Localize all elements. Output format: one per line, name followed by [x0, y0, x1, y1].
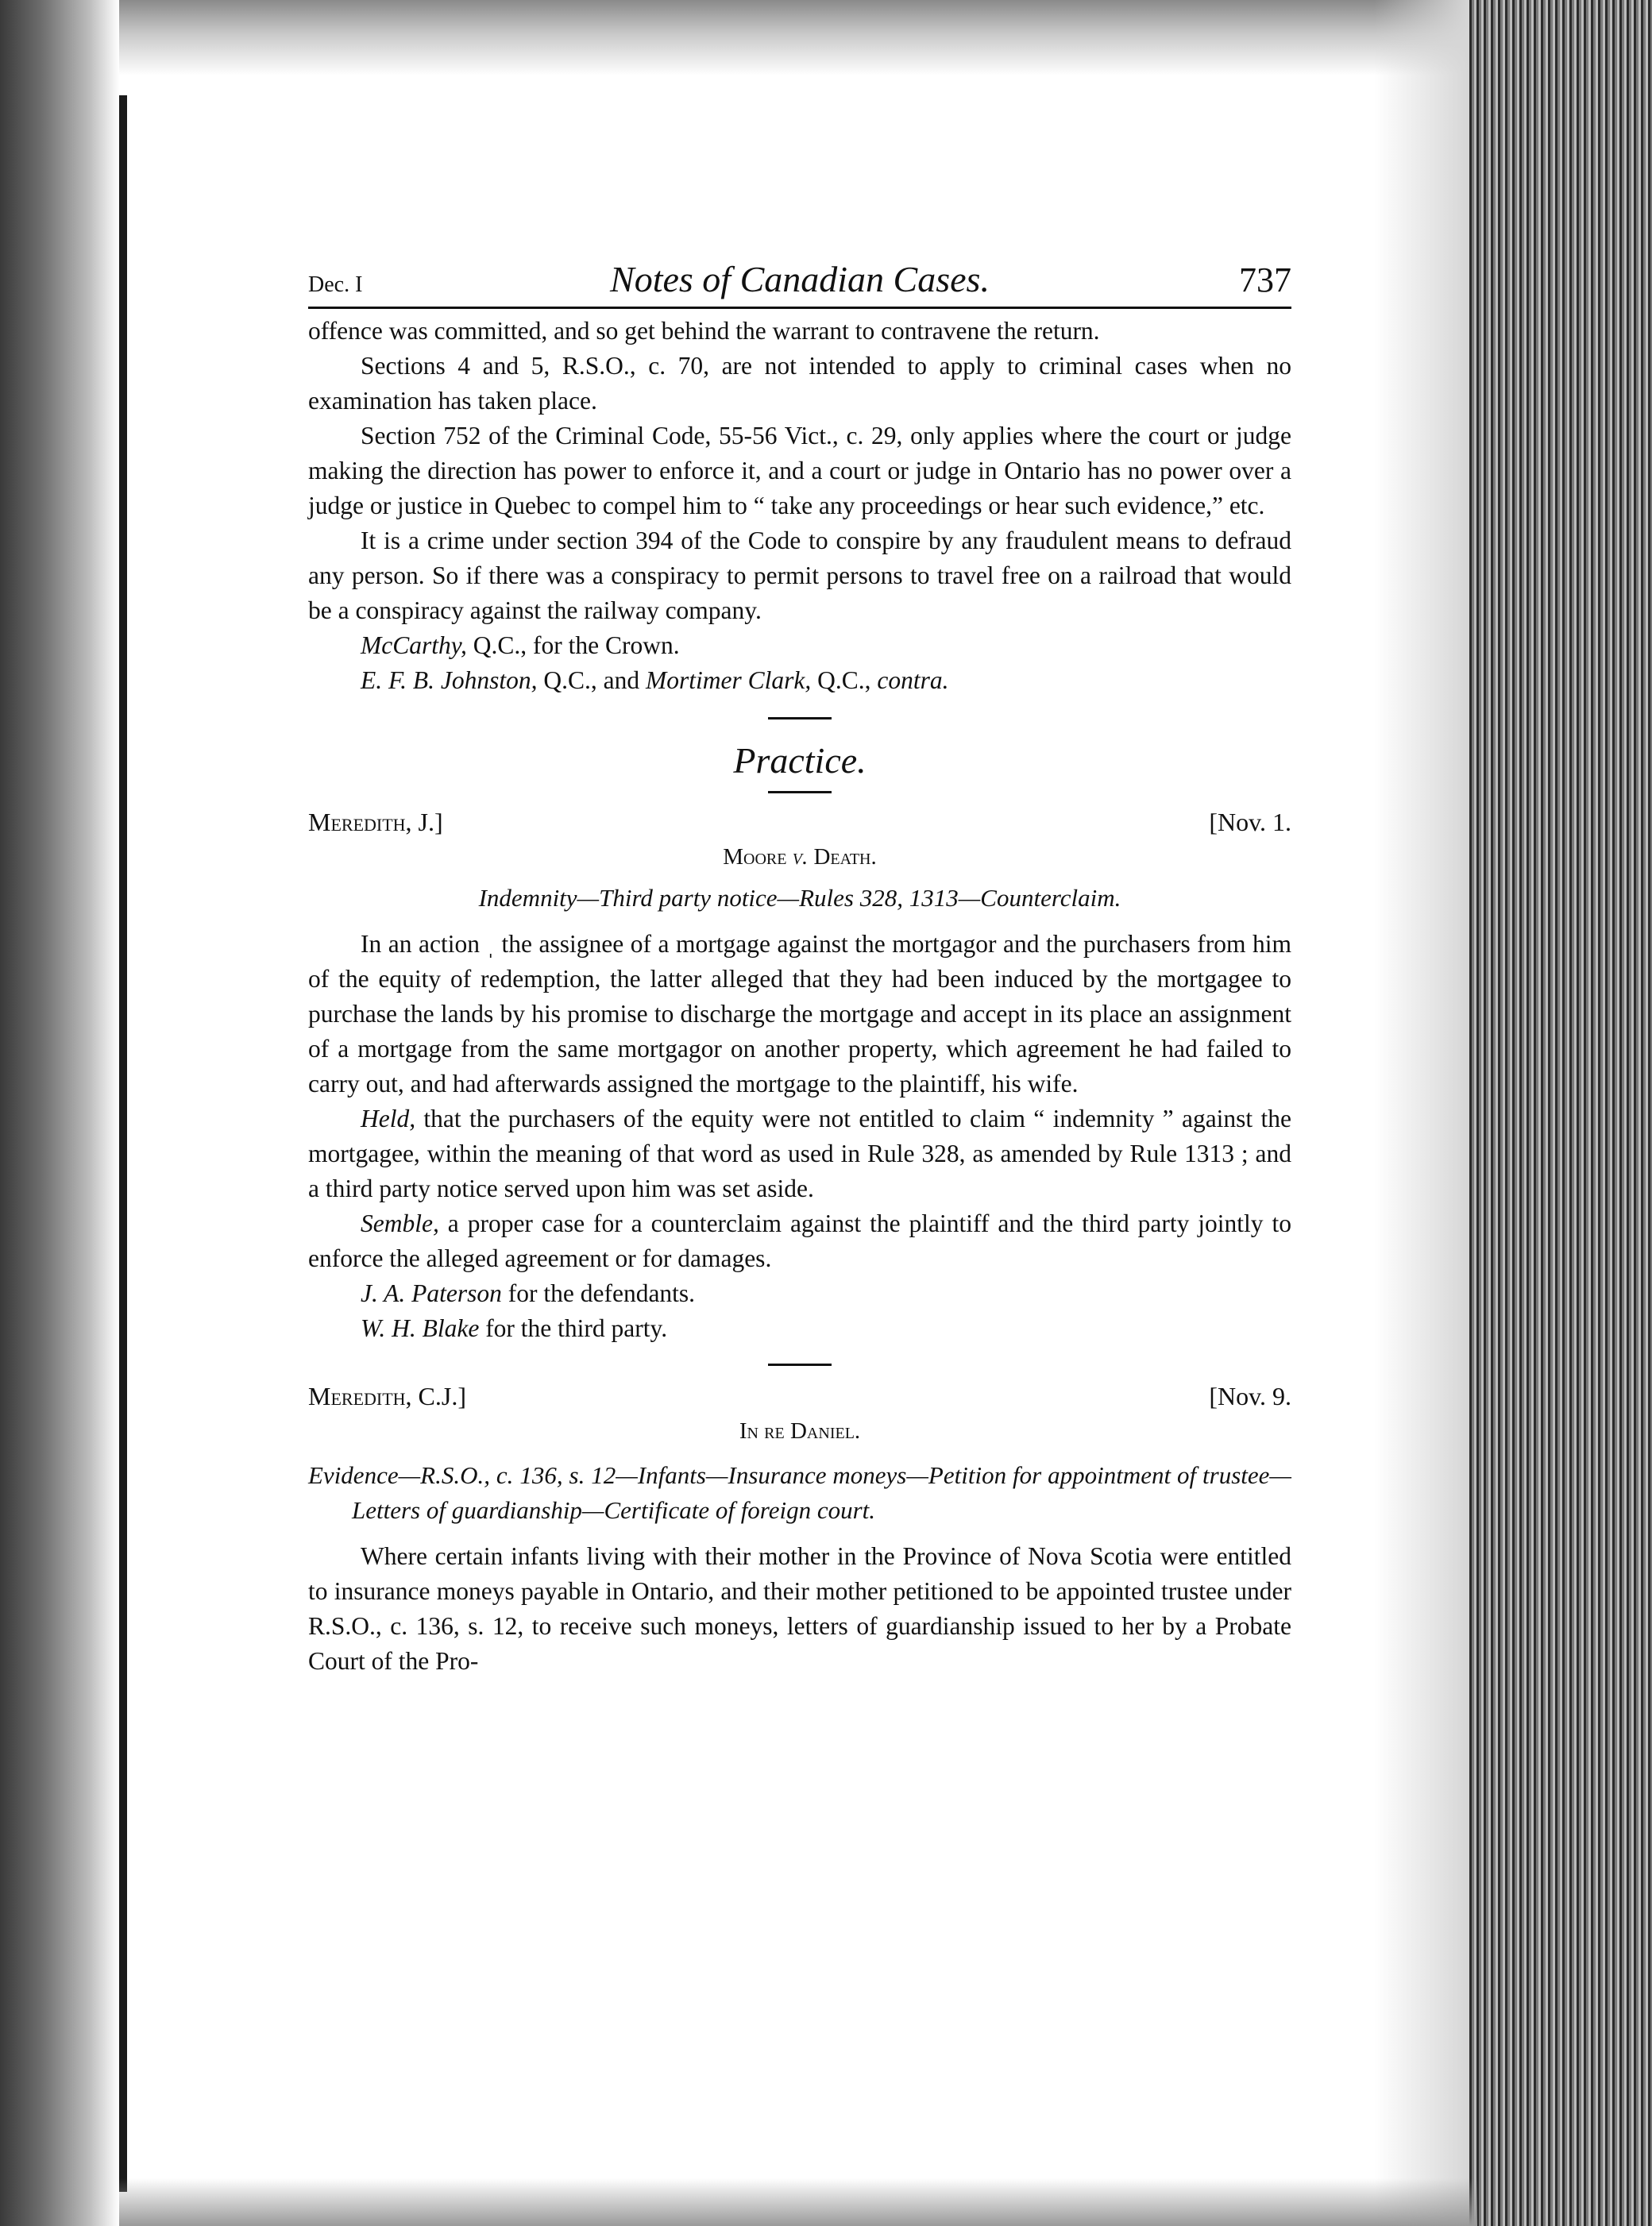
- counsel-line: [308, 663, 1291, 698]
- held-label: Held,: [361, 1105, 416, 1132]
- section-divider: [768, 717, 832, 719]
- counsel-text: Q.C., and: [537, 666, 647, 694]
- binding-edge: [119, 95, 127, 2192]
- case-party: Moore: [723, 844, 793, 870]
- case-judge-line: [308, 804, 1291, 839]
- bottom-scan-shadow: [119, 2178, 1477, 2226]
- top-scan-shadow: [119, 0, 1485, 75]
- counsel-name: Mortimer Clark,: [646, 666, 812, 694]
- case-paragraph: [308, 1101, 1291, 1206]
- case-paragraph: [308, 1206, 1291, 1276]
- case-headnote: Indemnity—Third party notice—Rules 328, 1313—Counterclaim.: [478, 884, 1121, 912]
- counsel-line: [308, 1311, 1291, 1346]
- versus: v.: [792, 844, 809, 870]
- section-divider: [768, 791, 832, 793]
- page-stack-edge: [1469, 0, 1652, 2226]
- journal-title: Notes of Canadian Cases.: [610, 259, 990, 299]
- case-judge-line: [308, 1379, 1291, 1414]
- counsel-line: [308, 1276, 1291, 1311]
- left-scan-shadow: [0, 0, 119, 2226]
- semble-text: a proper case for a counterclaim against the plaintiff and the third party jointly to enforce the alleged agreement or for damages.: [308, 1209, 1291, 1272]
- semble-label: Semble,: [361, 1209, 439, 1237]
- counsel-role: Q.C., for the Crown.: [466, 631, 680, 659]
- running-header: [308, 259, 1291, 309]
- continuation-paragraph: offence was committed, and so get behind the warrant to contravene the return.: [308, 317, 1100, 345]
- held-text: that the purchasers of the equity were not entitled to claim “ indemnity ” against the mortgagee, within the meaning of that word as used in Rule 328, as amended by Rule 1313 ; and a third party notice served upon him was set aside.: [308, 1105, 1291, 1202]
- counsel-text: Q.C.,: [811, 666, 878, 694]
- case-title: [308, 839, 1291, 874]
- case-title: In re Daniel.: [739, 1418, 861, 1444]
- counsel-role: for the third party.: [479, 1314, 668, 1342]
- continuation-paragraph: Section 752 of the Criminal Code, 55-56 Vict., c. 29, only applies where the court or judge making the direction has power to enforce it, and a court or judge in Ontario has no power over a judge or justice in Quebec to compel him to “ take any proceedings or hear such evidence,” etc.: [308, 422, 1291, 519]
- case-party: Death.: [808, 844, 877, 870]
- continuation-paragraph: It is a crime under section 394 of the Code to conspire by any fraudulent means to defraud any person. So if there was a conspiracy to permit persons to travel free on a railroad that would be a conspiracy against the railway company.: [308, 527, 1291, 624]
- case-divider: [768, 1364, 832, 1366]
- right-scan-fade: [1374, 0, 1469, 2226]
- continuation-paragraph: Sections 4 and 5, R.S.O., c. 70, are not intended to apply to criminal cases when no examination has taken place.: [308, 352, 1291, 415]
- case-headnote: Evidence—R.S.O., c. 136, s. 12—Infants—Insurance moneys—Petition for appointment of trustee—Letters of guardianship—Certificate of foreign court.: [308, 1461, 1291, 1524]
- counsel-name: McCarthy,: [361, 631, 467, 659]
- counsel-name: W. H. Blake: [361, 1314, 480, 1342]
- decision-date: [Nov. 1.: [1209, 808, 1291, 836]
- page-body: [308, 259, 1291, 1679]
- case-paragraph: Where certain infants living with their mother in the Province of Nova Scotia were entitled to insurance moneys payable in Ontario, and their mother petitioned to be appointed trustee under R.S.O., c. 136, s. 12, to receive such moneys, letters of guardianship issued to her by a Probate Court of the Pro-: [308, 1542, 1291, 1675]
- page-number: 737: [1239, 260, 1291, 299]
- judge-name: Meredith, J.]: [308, 808, 443, 836]
- counsel-contra: contra.: [877, 666, 949, 694]
- counsel-role: for the defendants.: [501, 1279, 696, 1307]
- counsel-line: [308, 628, 1291, 663]
- judge-name: Meredith, C.J.]: [308, 1382, 466, 1410]
- header-date: Dec. I: [308, 272, 363, 297]
- case-paragraph: In an action ˌ the assignee of a mortgage against the mortgagor and the purchasers from him of the equity of redemption, the latter alleged that they had been induced by the mortgagee to purchase the lands by his promise to discharge the mortgage and accept in its place an assignment of a mortgage from the same mortgagor on another property, which agreement he had failed to carry out, and had afterwards assigned the mortgage to the plaintiff, his wife.: [308, 930, 1291, 1098]
- decision-date: [Nov. 9.: [1209, 1382, 1291, 1410]
- counsel-name: J. A. Paterson: [361, 1279, 502, 1307]
- counsel-name: E. F. B. Johnston,: [361, 666, 538, 694]
- section-title: Practice.: [733, 740, 867, 781]
